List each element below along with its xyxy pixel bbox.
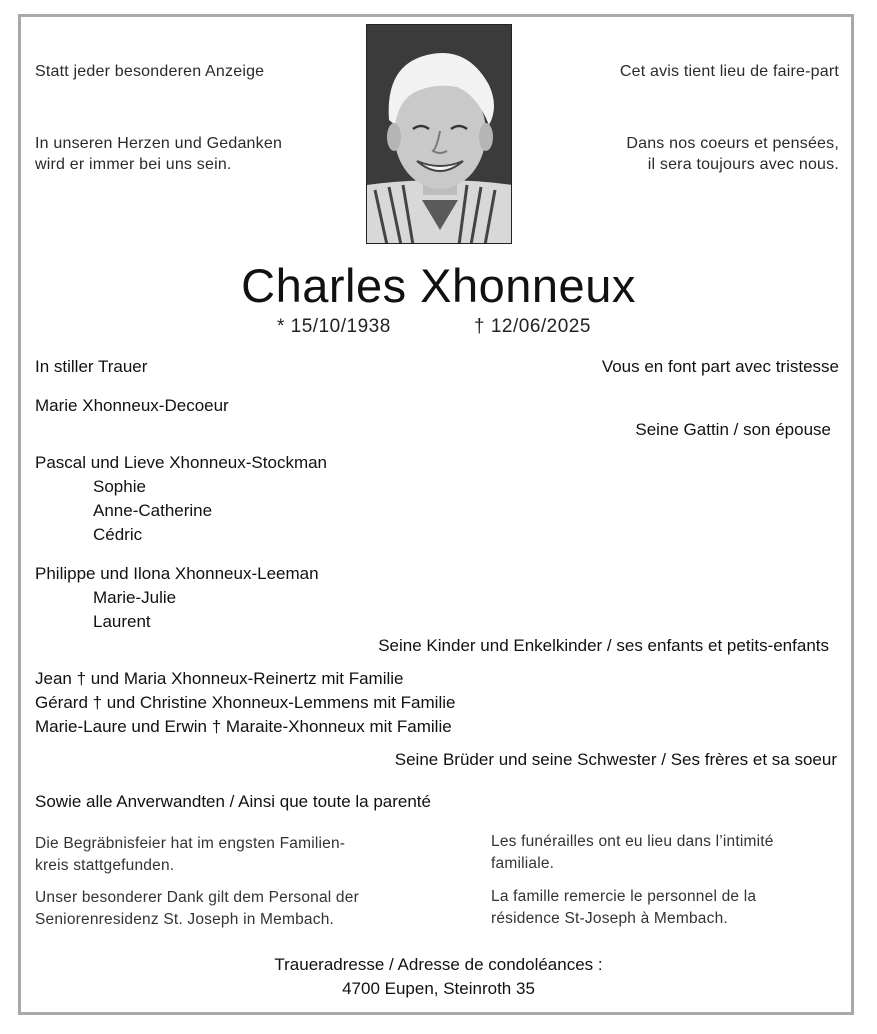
family1-child: Sophie bbox=[93, 477, 146, 496]
relatives-line: Sowie alle Anverwandten / Ainsi que toute la parenté bbox=[35, 792, 431, 811]
header-right-quote-line1: Dans nos coeurs et pensées, bbox=[626, 135, 839, 152]
family2-child: Marie-Julie bbox=[93, 588, 177, 607]
note-de-thanks-line2: Seniorenresidenz St. Joseph in Membach. bbox=[35, 911, 335, 928]
note-fr-funeral-line2: familiale. bbox=[491, 855, 555, 872]
sibling-line: Jean † und Maria Xhonneux-Reinertz mit Familie bbox=[35, 669, 404, 688]
family2-child: Laurent bbox=[93, 612, 151, 631]
header-right-top: Cet avis tient lieu de faire-part bbox=[619, 63, 839, 80]
portrait-photo bbox=[366, 24, 512, 244]
spouse-name: Marie Xhonneux-Decoeur bbox=[35, 396, 229, 415]
children-role: Seine Kinder und Enkelkinder / ses enfants et petits-enfants bbox=[378, 636, 829, 655]
death-date: † 12/06/2025 bbox=[474, 316, 591, 337]
mourning-intro-de: In stiller Trauer bbox=[35, 357, 148, 376]
deceased-name: Charles Xhonneux bbox=[241, 259, 636, 312]
address-value: 4700 Eupen, Steinroth 35 bbox=[342, 979, 535, 998]
sibling-line: Gérard † und Christine Xhonneux-Lemmens mit Familie bbox=[35, 693, 456, 712]
spouse-role: Seine Gattin / son épouse bbox=[635, 420, 831, 439]
sibling-line: Marie-Laure und Erwin † Maraite-Xhonneux mit Familie bbox=[35, 717, 452, 736]
header-right-quote-line2: il sera toujours avec nous. bbox=[647, 156, 839, 173]
address-label: Traueradresse / Adresse de condoléances : bbox=[274, 955, 603, 974]
siblings-role: Seine Brüder und seine Schwester / Ses frères et sa soeur bbox=[394, 750, 837, 769]
note-fr-thanks-line1: La famille remercie le personnel de la bbox=[491, 888, 757, 905]
note-de-thanks-line1: Unser besonderer Dank gilt dem Personal der bbox=[35, 889, 359, 906]
portrait-illustration bbox=[367, 25, 512, 244]
family1-name: Pascal und Lieve Xhonneux-Stockman bbox=[35, 453, 328, 472]
family1-child: Cédric bbox=[93, 525, 143, 544]
note-de-funeral-line2: kreis stattgefunden. bbox=[35, 857, 175, 874]
family2-name: Philippe und Ilona Xhonneux-Leeman bbox=[35, 564, 319, 583]
family1-child: Anne-Catherine bbox=[93, 501, 213, 520]
mourning-intro-fr: Vous en font part avec tristesse bbox=[601, 357, 839, 376]
header-left-top: Statt jeder besonderen Anzeige bbox=[35, 63, 265, 80]
note-fr-funeral-line1: Les funérailles ont eu lieu dans l’intimité bbox=[491, 833, 774, 850]
note-fr-thanks-line2: résidence St-Joseph à Membach. bbox=[491, 910, 728, 927]
header-left-quote-line1: In unseren Herzen und Gedanken bbox=[35, 135, 283, 152]
header-left-quote-line2: wird er immer bei uns sein. bbox=[35, 156, 232, 173]
note-de-funeral-line1: Die Begräbnisfeier hat im engsten Familien- bbox=[35, 835, 346, 852]
birth-date: * 15/10/1938 bbox=[277, 316, 391, 337]
